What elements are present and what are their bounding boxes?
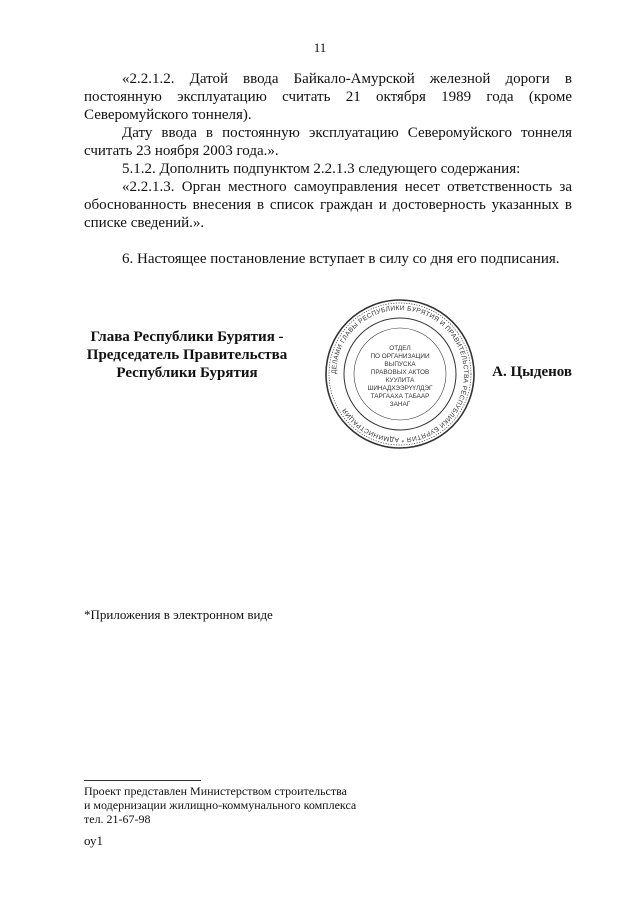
document-code: оу1 [84, 833, 104, 848]
signatory-title [84, 328, 290, 382]
stamp-center-line: ТАРГААХА ТАБААР [370, 393, 430, 400]
stamp-center-line: КУУЛИТА [385, 377, 415, 384]
document-body [84, 70, 572, 268]
stamp-center-line: ПРАВОВЫХ АКТОВ [370, 369, 430, 376]
footer-phone: тел. 21-67-98 [84, 812, 151, 826]
stamp-center-line: ВЫПУСКА [384, 361, 416, 368]
footer-divider [84, 780, 201, 781]
paragraph-2-2-1-3: «2.2.1.3. Орган местного самоуправления несет ответственность за обоснованность внесения в список граждан и достоверность указанных в списке сведений.». [84, 179, 572, 231]
stamp-outer-text: ДЕЛАМИ ГЛАВЫ РЕСПУБЛИКИ БУРЯТИЯ И ПРАВИТЕЛЬСТВА РЕСПУБЛИКИ БУРЯТИЯ * АДМИНИСТРАЦИЯ [330, 304, 470, 444]
signatory-title-line: Глава Республики Бурятия - [90, 329, 284, 345]
appendix-note: *Приложения в электронном виде [84, 607, 273, 622]
page-number: 11 [313, 40, 327, 55]
paragraph-tunnel-date: Дату ввода в постоянную эксплуатацию Северомуйского тоннеля считать 23 ноября 2003 года.». [84, 125, 572, 159]
footer-line: Проект представлен Министерством строительства [84, 784, 347, 798]
stamp-center-line: ПО ОРГАНИЗАЦИИ [370, 353, 430, 360]
stamp-center-line: ЗАНАГ [389, 401, 411, 408]
footer-note [84, 784, 356, 826]
footer-line: и модернизации жилищно-коммунального комплекса [84, 798, 357, 812]
paragraph-5-1-2: 5.1.2. Дополнить подпунктом 2.2.1.3 следующего содержания: [122, 161, 521, 177]
paragraph-effective-date: 6. Настоящее постановление вступает в силу со дня его подписания. [122, 251, 560, 267]
signatory-name: А. Цыденов [492, 364, 572, 380]
signatory-title-line: Председатель Правительства [86, 347, 288, 363]
signature-block [84, 304, 572, 444]
official-seal-stamp [324, 298, 476, 450]
stamp-center-line: ШИНАДХЭЭРҮҮЛДЭГ [367, 385, 433, 392]
signatory-title-line: Республики Бурятия [116, 365, 258, 381]
paragraph-2-2-1-2: «2.2.1.2. Датой ввода Байкало-Амурской железной дороги в постоянную эксплуатацию считать 21 октября 1989 года (кроме Северомуйского тоннеля). [84, 71, 572, 123]
stamp-center-line: ОТДЕЛ [389, 345, 411, 352]
